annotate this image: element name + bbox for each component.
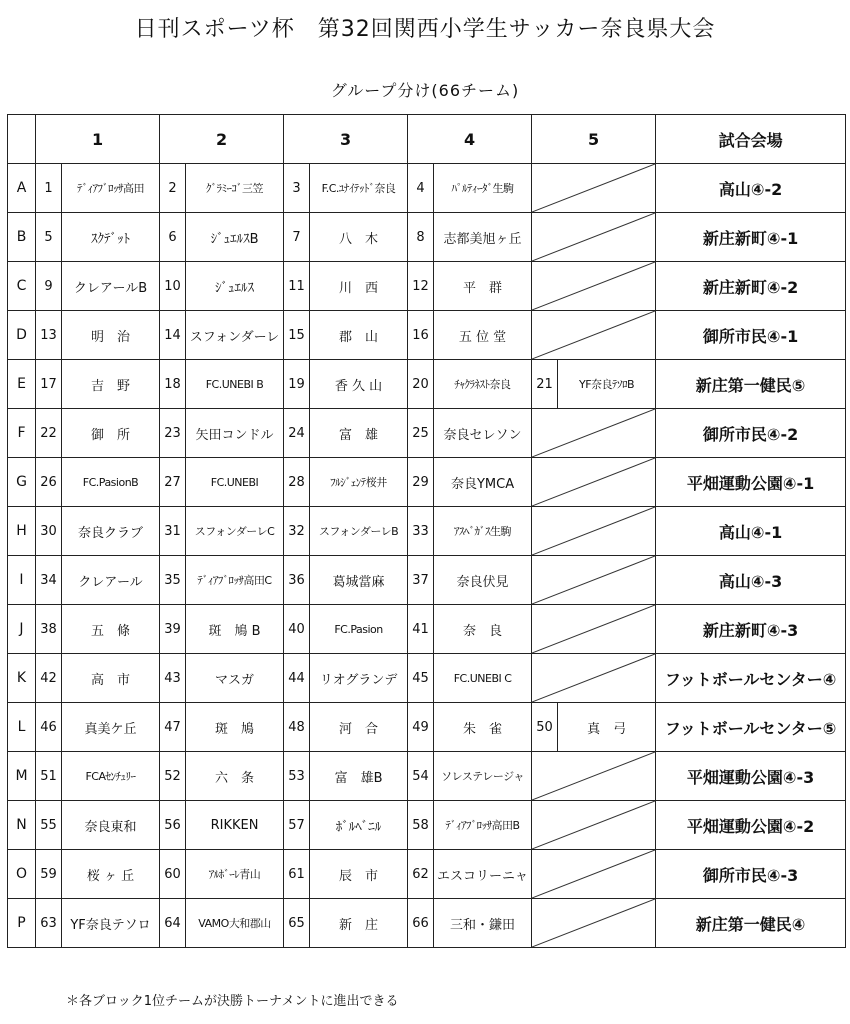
team-number: 45 [408, 654, 434, 703]
team-number: 25 [408, 409, 434, 458]
team-number: 26 [36, 458, 62, 507]
team-name: ｱﾙﾎﾞｰﾚ青山 [186, 850, 284, 899]
team-name: 奈良クラブ [62, 507, 160, 556]
team-name: 香 久 山 [310, 360, 408, 409]
slash-line [532, 801, 655, 849]
diagonal-slash-icon [532, 262, 655, 310]
team-name: 朱 雀 [434, 703, 532, 752]
team-number: 21 [532, 360, 558, 409]
empty-slot [532, 801, 656, 850]
group-letter: C [8, 262, 36, 311]
team-name: 五 條 [62, 605, 160, 654]
empty-slot [532, 409, 656, 458]
group-row [8, 164, 846, 213]
empty-slot [532, 262, 656, 311]
empty-slot [532, 556, 656, 605]
team-name: VAMO大和郡山 [186, 899, 284, 948]
team-name: 郡 山 [310, 311, 408, 360]
team-name: 五 位 堂 [434, 311, 532, 360]
team-name: ソレステレージャ [434, 752, 532, 801]
team-number: 3 [284, 164, 310, 213]
team-name: 矢田コンドル [186, 409, 284, 458]
diagonal-slash-icon [532, 899, 655, 947]
team-number: 65 [284, 899, 310, 948]
column-header: 2 [160, 115, 284, 164]
team-number: 10 [160, 262, 186, 311]
venue: 高山④-2 [656, 164, 846, 213]
group-row [8, 507, 846, 556]
team-number: 16 [408, 311, 434, 360]
group-letter: F [8, 409, 36, 458]
team-name: ﾊﾟﾙﾃｨｰﾀﾞ生駒 [434, 164, 532, 213]
diagonal-slash-icon [532, 605, 655, 653]
group-row [8, 409, 846, 458]
team-name: スフォンダーレC [186, 507, 284, 556]
team-name: 辰 市 [310, 850, 408, 899]
group-letter: A [8, 164, 36, 213]
team-name: FC.UNEBI B [186, 360, 284, 409]
slash-line [532, 262, 655, 310]
team-name: RIKKEN [186, 801, 284, 850]
team-name: 奈良YMCA [434, 458, 532, 507]
team-name: 御 所 [62, 409, 160, 458]
team-name: クレアールB [62, 262, 160, 311]
team-name: 真 弓 [558, 703, 656, 752]
group-row [8, 262, 846, 311]
slash-line [532, 605, 655, 653]
team-name: ｸﾞﾗﾐｰｺﾞ三笠 [186, 164, 284, 213]
venue: フットボールセンター④ [656, 654, 846, 703]
team-name: 富 雄B [310, 752, 408, 801]
group-row [8, 850, 846, 899]
group-row [8, 360, 846, 409]
group-letter: J [8, 605, 36, 654]
team-name: エスコリーニャ [434, 850, 532, 899]
team-name: 奈良東和 [62, 801, 160, 850]
team-name: ｼﾞｭｴﾙｽB [186, 213, 284, 262]
team-number: 66 [408, 899, 434, 948]
page-title: 日刊スポーツ杯 第32回関西小学生サッカー奈良県大会 [134, 17, 716, 42]
slash-line [532, 899, 655, 947]
empty-slot [532, 507, 656, 556]
team-name: ﾃﾞｨｱﾌﾞﾛｯｻ高田B [434, 801, 532, 850]
empty-slot [532, 164, 656, 213]
team-name: FC.UNEBI [186, 458, 284, 507]
diagonal-slash-icon [532, 458, 655, 506]
footnote: ＊各ブロック1位チームが決勝トーナメントに進出できる [66, 994, 399, 1009]
team-number: 43 [160, 654, 186, 703]
team-number: 54 [408, 752, 434, 801]
team-number: 38 [36, 605, 62, 654]
team-number: 12 [408, 262, 434, 311]
team-name: ﾌﾙｼﾞｪﾝﾃ桜井 [310, 458, 408, 507]
team-number: 39 [160, 605, 186, 654]
team-number: 19 [284, 360, 310, 409]
team-name: FC.Pasion [310, 605, 408, 654]
team-number: 64 [160, 899, 186, 948]
diagonal-slash-icon [532, 654, 655, 702]
team-number: 2 [160, 164, 186, 213]
team-number: 31 [160, 507, 186, 556]
team-number: 48 [284, 703, 310, 752]
team-number: 17 [36, 360, 62, 409]
venue: 御所市民④-3 [656, 850, 846, 899]
venue: 高山④-3 [656, 556, 846, 605]
team-number: 62 [408, 850, 434, 899]
diagonal-slash-icon [532, 164, 655, 212]
group-letter: H [8, 507, 36, 556]
team-number: 5 [36, 213, 62, 262]
team-name: ﾎﾞﾙﾍﾞﾆﾙ [310, 801, 408, 850]
team-name: 富 雄 [310, 409, 408, 458]
team-name: スフォンダーレ [186, 311, 284, 360]
diagonal-slash-icon [532, 801, 655, 849]
column-header: 3 [284, 115, 408, 164]
team-number: 52 [160, 752, 186, 801]
team-number: 32 [284, 507, 310, 556]
team-number: 58 [408, 801, 434, 850]
group-row [8, 311, 846, 360]
team-name: 斑 鳩 B [186, 605, 284, 654]
team-number: 13 [36, 311, 62, 360]
team-name: 真美ケ丘 [62, 703, 160, 752]
venue: 高山④-1 [656, 507, 846, 556]
venue: 新庄第一健民④ [656, 899, 846, 948]
team-name: ｽｸﾃﾞｯﾄ [62, 213, 160, 262]
team-name: FC.UNEBI C [434, 654, 532, 703]
team-number: 1 [36, 164, 62, 213]
team-name: 六 条 [186, 752, 284, 801]
team-name: F.C.ﾕﾅｲﾃｯﾄﾞ奈良 [310, 164, 408, 213]
team-name: ﾁｬｸﾗﾈｽﾄ奈良 [434, 360, 532, 409]
team-number: 59 [36, 850, 62, 899]
team-number: 47 [160, 703, 186, 752]
empty-slot [532, 458, 656, 507]
team-number: 7 [284, 213, 310, 262]
team-number: 50 [532, 703, 558, 752]
column-header: 1 [36, 115, 160, 164]
slash-line [532, 409, 655, 457]
group-table [7, 114, 846, 948]
group-row [8, 899, 846, 948]
team-number: 23 [160, 409, 186, 458]
group-letter: G [8, 458, 36, 507]
team-name: 高 市 [62, 654, 160, 703]
column-header: 5 [532, 115, 656, 164]
team-name: ｱｽﾍﾞｶﾞｽ生駒 [434, 507, 532, 556]
group-letter: L [8, 703, 36, 752]
slash-line [532, 164, 655, 212]
team-name: ｼﾞｭｴﾙｽ [186, 262, 284, 311]
team-name: 葛城當麻 [310, 556, 408, 605]
team-number: 27 [160, 458, 186, 507]
team-name: 斑 鳩 [186, 703, 284, 752]
team-name: 明 治 [62, 311, 160, 360]
venue: 御所市民④-2 [656, 409, 846, 458]
venue: 新庄新町④-3 [656, 605, 846, 654]
empty-slot [532, 605, 656, 654]
team-number: 14 [160, 311, 186, 360]
team-name: 奈良セレソン [434, 409, 532, 458]
diagonal-slash-icon [532, 850, 655, 898]
slash-line [532, 752, 655, 800]
team-number: 28 [284, 458, 310, 507]
venue: 平畑運動公園④-2 [656, 801, 846, 850]
team-number: 29 [408, 458, 434, 507]
group-row [8, 752, 846, 801]
team-name: 吉 野 [62, 360, 160, 409]
group-letter: M [8, 752, 36, 801]
slash-line [532, 850, 655, 898]
team-number: 44 [284, 654, 310, 703]
diagonal-slash-icon [532, 556, 655, 604]
team-number: 15 [284, 311, 310, 360]
header-row [8, 115, 846, 164]
group-letter: N [8, 801, 36, 850]
team-name: 桜 ヶ 丘 [62, 850, 160, 899]
group-row [8, 556, 846, 605]
team-number: 53 [284, 752, 310, 801]
group-row [8, 458, 846, 507]
team-name: 河 合 [310, 703, 408, 752]
team-number: 61 [284, 850, 310, 899]
team-number: 42 [36, 654, 62, 703]
diagonal-slash-icon [532, 409, 655, 457]
column-header: 4 [408, 115, 532, 164]
team-number: 36 [284, 556, 310, 605]
empty-slot [532, 752, 656, 801]
group-letter: B [8, 213, 36, 262]
slash-line [532, 311, 655, 359]
team-number: 34 [36, 556, 62, 605]
diagonal-slash-icon [532, 213, 655, 261]
empty-slot [532, 311, 656, 360]
empty-slot [532, 850, 656, 899]
empty-slot [532, 654, 656, 703]
group-row [8, 605, 846, 654]
team-number: 57 [284, 801, 310, 850]
venue: 御所市民④-1 [656, 311, 846, 360]
team-name: FC.PasionB [62, 458, 160, 507]
empty-slot [532, 899, 656, 948]
group-letter: D [8, 311, 36, 360]
team-number: 18 [160, 360, 186, 409]
diagonal-slash-icon [532, 507, 655, 555]
team-name: ﾃﾞｨｱﾌﾞﾛｯｻ高田 [62, 164, 160, 213]
venue: 新庄新町④-2 [656, 262, 846, 311]
venue: 新庄新町④-1 [656, 213, 846, 262]
team-number: 11 [284, 262, 310, 311]
team-number: 35 [160, 556, 186, 605]
team-name: ﾃﾞｨｱﾌﾞﾛｯｻ高田C [186, 556, 284, 605]
group-row [8, 703, 846, 752]
team-number: 30 [36, 507, 62, 556]
team-number: 60 [160, 850, 186, 899]
team-number: 24 [284, 409, 310, 458]
group-table-body [8, 164, 846, 948]
diagonal-slash-icon [532, 752, 655, 800]
group-letter: I [8, 556, 36, 605]
team-name: 三和・鎌田 [434, 899, 532, 948]
team-number: 40 [284, 605, 310, 654]
venue: フットボールセンター⑤ [656, 703, 846, 752]
venue: 平畑運動公園④-3 [656, 752, 846, 801]
slash-line [532, 654, 655, 702]
diagonal-slash-icon [532, 311, 655, 359]
team-name: 平 群 [434, 262, 532, 311]
group-letter: P [8, 899, 36, 948]
header-corner [8, 115, 36, 164]
team-name: 新 庄 [310, 899, 408, 948]
group-row [8, 213, 846, 262]
venue: 新庄第一健民⑤ [656, 360, 846, 409]
empty-slot [532, 213, 656, 262]
team-number: 6 [160, 213, 186, 262]
team-name: 志都美旭ヶ丘 [434, 213, 532, 262]
venue-column-header: 試合会場 [656, 115, 846, 164]
team-name: 奈良伏見 [434, 556, 532, 605]
team-number: 56 [160, 801, 186, 850]
team-number: 63 [36, 899, 62, 948]
slash-line [532, 458, 655, 506]
team-number: 8 [408, 213, 434, 262]
team-name: YF奈良テソロ [62, 899, 160, 948]
slash-line [532, 213, 655, 261]
team-number: 33 [408, 507, 434, 556]
team-name: 八 木 [310, 213, 408, 262]
team-name: YF奈良ﾃｿﾛB [558, 360, 656, 409]
team-number: 46 [36, 703, 62, 752]
team-number: 4 [408, 164, 434, 213]
group-letter: E [8, 360, 36, 409]
team-name: 奈 良 [434, 605, 532, 654]
team-number: 20 [408, 360, 434, 409]
team-name: マスガ [186, 654, 284, 703]
team-number: 9 [36, 262, 62, 311]
team-name: クレアール [62, 556, 160, 605]
group-row [8, 654, 846, 703]
team-number: 49 [408, 703, 434, 752]
slash-line [532, 556, 655, 604]
team-name: 川 西 [310, 262, 408, 311]
group-letter: O [8, 850, 36, 899]
group-row [8, 801, 846, 850]
team-number: 55 [36, 801, 62, 850]
team-number: 51 [36, 752, 62, 801]
group-letter: K [8, 654, 36, 703]
slash-line [532, 507, 655, 555]
team-number: 41 [408, 605, 434, 654]
team-name: FCAｾﾝﾁｭﾘｰ [62, 752, 160, 801]
team-name: リオグランデ [310, 654, 408, 703]
venue: 平畑運動公園④-1 [656, 458, 846, 507]
team-number: 37 [408, 556, 434, 605]
page-subtitle: グループ分け(66チーム) [330, 81, 520, 100]
team-number: 22 [36, 409, 62, 458]
team-name: スフォンダーレB [310, 507, 408, 556]
